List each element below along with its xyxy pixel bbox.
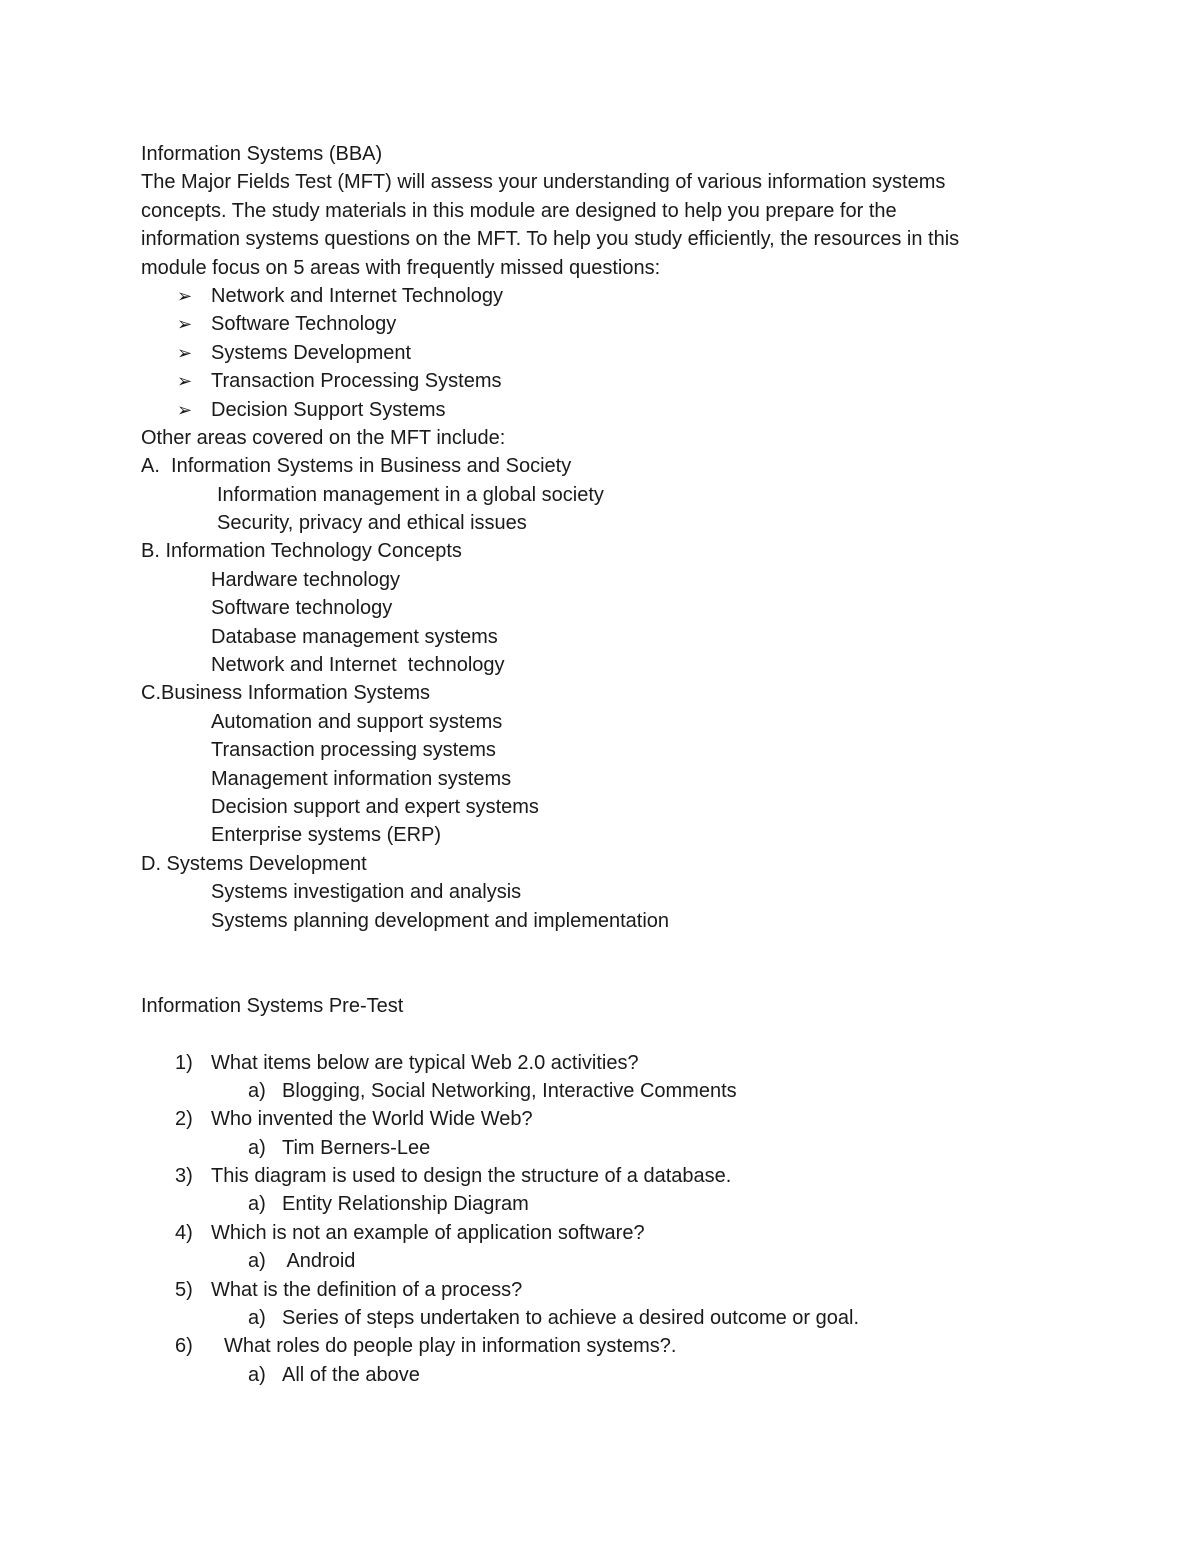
section-d <box>141 850 1041 935</box>
section-item: Systems investigation and analysis <box>211 881 522 904</box>
question-number: 4) <box>175 1221 193 1244</box>
answer-text: Blogging, Social Networking, Interactive Comments <box>282 1079 737 1102</box>
section-label: A. Information Systems in Business and Society <box>141 455 572 478</box>
answer-letter: a) <box>248 1136 266 1159</box>
arrow-bullet-icon: ➢ <box>177 342 193 363</box>
question-item <box>141 1219 1041 1247</box>
question-list <box>141 1049 1041 1390</box>
question-item <box>141 1049 1041 1077</box>
question-number: 6) <box>175 1335 193 1358</box>
document-page <box>141 140 1041 1389</box>
answer-item <box>141 1077 1041 1105</box>
list-item: ➢ Systems Development <box>141 339 1041 367</box>
intro-line: concepts. The study materials in this module are designed to help you prepare for the <box>141 199 897 222</box>
focus-areas-list <box>141 282 1041 424</box>
answer-letter: a) <box>248 1193 266 1216</box>
answer-item <box>141 1190 1041 1218</box>
section-item: Enterprise systems (ERP) <box>211 824 442 847</box>
document-title: Information Systems (BBA) <box>141 143 383 165</box>
arrow-bullet-icon: ➢ <box>177 285 193 306</box>
section-a <box>141 452 1041 537</box>
answer-text: Tim Berners-Lee <box>282 1136 431 1159</box>
question-text: Who invented the World Wide Web? <box>211 1108 533 1131</box>
question-number: 2) <box>175 1108 193 1131</box>
section-item: Network and Internet technology <box>211 654 505 677</box>
answer-letter: a) <box>248 1250 266 1273</box>
question-text: Which is not an example of application software? <box>211 1221 645 1244</box>
section-label: D. Systems Development <box>141 852 367 875</box>
pretest-title: Information Systems Pre-Test <box>141 994 404 1017</box>
question-item <box>141 1332 1041 1360</box>
question-text: What roles do people play in information systems?. <box>224 1335 677 1358</box>
question-text: What items below are typical Web 2.0 activities? <box>211 1051 639 1074</box>
question-text: What is the definition of a process? <box>211 1278 523 1301</box>
section-item: Security, privacy and ethical issues <box>217 512 527 535</box>
list-item: ➢ Transaction Processing Systems <box>141 367 1041 395</box>
list-item: ➢ Software Technology <box>141 310 1041 338</box>
section-label: B. Information Technology Concepts <box>141 540 462 563</box>
question-item <box>141 1105 1041 1133</box>
list-item: ➢ Network and Internet Technology <box>141 282 1041 310</box>
answer-letter: a) <box>248 1363 266 1386</box>
question-item <box>141 1162 1041 1190</box>
spacer <box>141 935 1041 992</box>
arrow-bullet-icon: ➢ <box>177 371 193 392</box>
arrow-bullet-icon: ➢ <box>177 314 193 335</box>
answer-text: Android <box>282 1250 356 1273</box>
intro-line: The Major Fields Test (MFT) will assess your understanding of various information systems <box>141 171 946 194</box>
question-item <box>141 1276 1041 1304</box>
other-areas-heading: Other areas covered on the MFT include: <box>141 426 506 449</box>
section-item: Information management in a global society <box>217 483 604 506</box>
section-label: C.Business Information Systems <box>141 682 430 705</box>
question-number: 3) <box>175 1165 193 1188</box>
answer-text: Series of steps undertaken to achieve a desired outcome or goal. <box>282 1307 860 1330</box>
question-text: This diagram is used to design the structure of a database. <box>211 1165 732 1188</box>
section-item: Automation and support systems <box>211 710 503 733</box>
answer-text: All of the above <box>282 1363 420 1386</box>
section-item: Management information systems <box>211 767 512 790</box>
answer-letter: a) <box>248 1307 266 1330</box>
section-item: Hardware technology <box>211 568 400 591</box>
section-c <box>141 679 1041 849</box>
intro-line: information systems questions on the MFT. To help you study efficiently, the resources in this <box>141 228 960 251</box>
question-number: 5) <box>175 1278 193 1301</box>
answer-item <box>141 1134 1041 1162</box>
question-number: 1) <box>175 1051 193 1074</box>
intro-paragraph <box>141 168 1041 282</box>
answer-text: Entity Relationship Diagram <box>282 1193 529 1216</box>
section-item: Systems planning development and implementation <box>211 909 670 932</box>
section-item: Decision support and expert systems <box>211 795 539 818</box>
section-item: Transaction processing systems <box>211 739 496 762</box>
section-item: Database management systems <box>211 625 498 648</box>
section-item: Software technology <box>211 597 393 620</box>
answer-letter: a) <box>248 1079 266 1102</box>
spacer <box>141 1020 1041 1048</box>
answer-item <box>141 1361 1041 1389</box>
arrow-bullet-icon: ➢ <box>177 399 193 420</box>
answer-item <box>141 1247 1041 1275</box>
section-b <box>141 537 1041 679</box>
list-item: ➢ Decision Support Systems <box>141 396 1041 424</box>
intro-line: module focus on 5 areas with frequently missed questions: <box>141 256 661 279</box>
answer-item <box>141 1304 1041 1332</box>
